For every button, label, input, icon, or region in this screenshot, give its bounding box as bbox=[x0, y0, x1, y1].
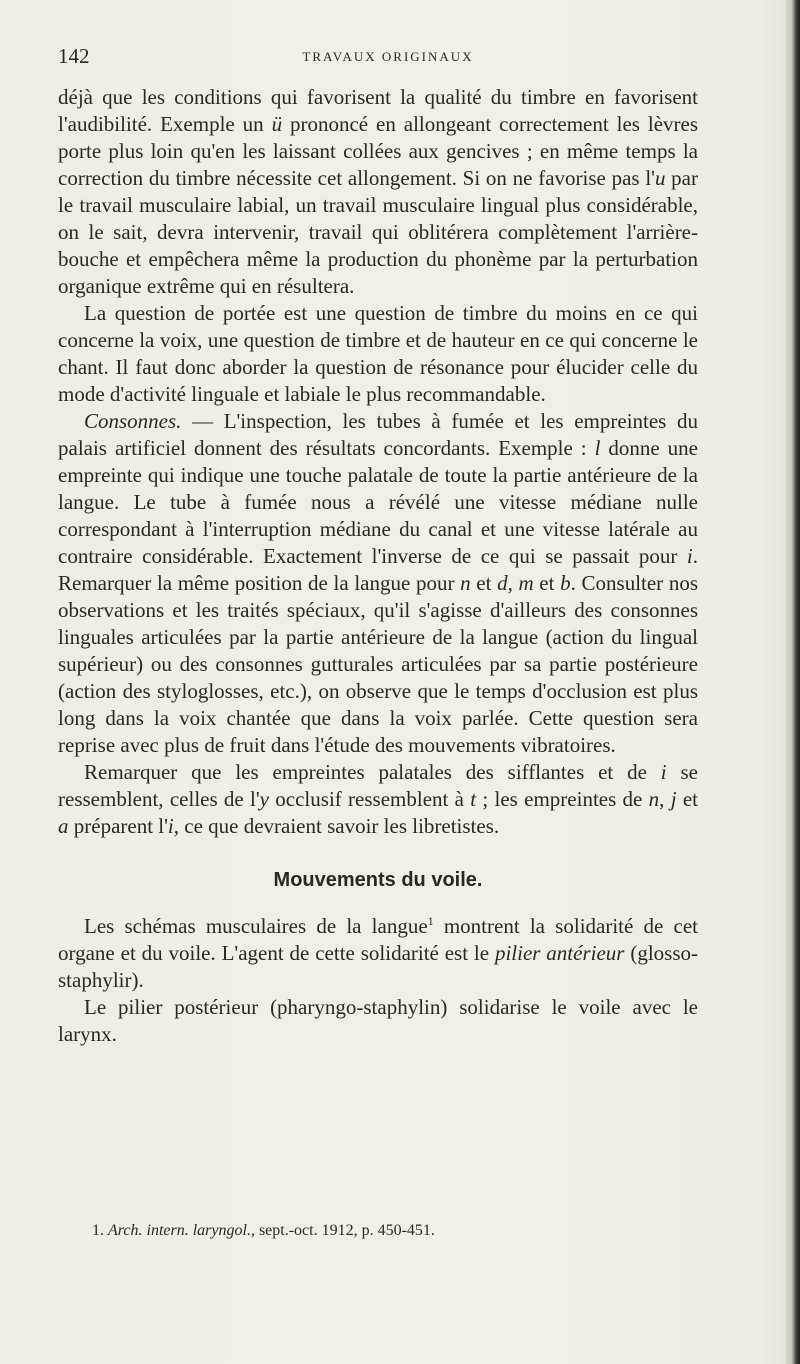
page-number: 142 bbox=[58, 44, 90, 68]
paragraph-consonnes: Consonnes. — L'inspection, les tubes à fumée et les empreintes du palais artificiel donnent des résultats concordants. Exemple : l donne une empreinte qui indique une touche palatale de toute la partie antérieure de la langue. Le tube à fumée nous a révélé une vitesse médiane nulle correspondant à l'interruption médiane du canal et une vitesse latérale au contraire considérable. Exactement l'inverse de ce qui se passait pour i. Remarquer la même position de la langue pour n et d, m et b. Consulter nos observations et les traités spéciaux, qu'il s'agisse d'ailleurs des consonnes linguales articulées par la partie antérieure de la langue (action du lingual supérieur) ou des consonnes gutturales articulées par sa partie postérieure (action des styloglosses, etc.), on observe que le temps d'occlusion est plus long dans la voix chantée que dans la voix parlée. Cette question sera reprise avec plus de fruit dans l'étude des mouvements vibratoires. bbox=[58, 409, 698, 757]
paragraph-empreintes: Remarquer que les empreintes palatales des sifflantes et de i se ressemblent, celles de l'y occlusif ressemblent à t ; les empreintes de n, j et a préparent l'i, ce que devraient savoir les libretistes. bbox=[58, 760, 699, 838]
paragraph-pilier-posterieur: Le pilier postérieur (pharyngo-staphylin) solidarise le voile avec le larynx. bbox=[58, 995, 698, 1046]
footnote-source: Arch. intern. laryngol. bbox=[108, 1222, 251, 1239]
footnote-ref: 1 bbox=[427, 914, 434, 928]
paragraph-timbre: déjà que les conditions qui favorisent la qualité du timbre en favorisent l'audibilité. Exemple un ü prononcé en allongeant correctement les lèvres porte plus loin qu'en les laissant collées aux gencives ; en même temps la correction du timbre nécessite cet allongement. Si on ne favorise pas l'u par le travail musculaire labial, un travail musculaire lingual plus considérable, on le sait, devra intervenir, travail qui oblitérera complètement l'arrière-bouche et empêchera même la production du phonème par la perturbation organique extrême qui en résultera. bbox=[58, 85, 699, 298]
page-header bbox=[58, 44, 718, 74]
section-title-consonnes: Consonnes. bbox=[84, 409, 182, 433]
footnote: 1. Arch. intern. laryngol., sept.-oct. 1912, p. 450-451. bbox=[92, 1222, 435, 1239]
section-heading-voile: Mouvements du voile. bbox=[273, 869, 483, 891]
paragraph-schemas: Les schémas musculaires de la langue$^1$ montrent la solidarité de cet organe et du voile. L'agent de cette solidarité est le pilier antérieur (glosso-staphylir). bbox=[58, 914, 699, 992]
running-title: TRAVAUX ORIGINAUX bbox=[302, 49, 474, 64]
paragraph-portee: La question de portée est une question de timbre du moins en ce qui concerne la voix, une question de timbre et de hauteur en ce qui concerne le chant. Il faut donc aborder la question de résonance pour élucider celle du mode d'activité linguale et labiale le plus recommandable. bbox=[58, 301, 698, 406]
footnote-number: 1. bbox=[92, 1222, 104, 1239]
page-edge-shadow bbox=[786, 0, 800, 1364]
body-text bbox=[58, 84, 698, 1048]
